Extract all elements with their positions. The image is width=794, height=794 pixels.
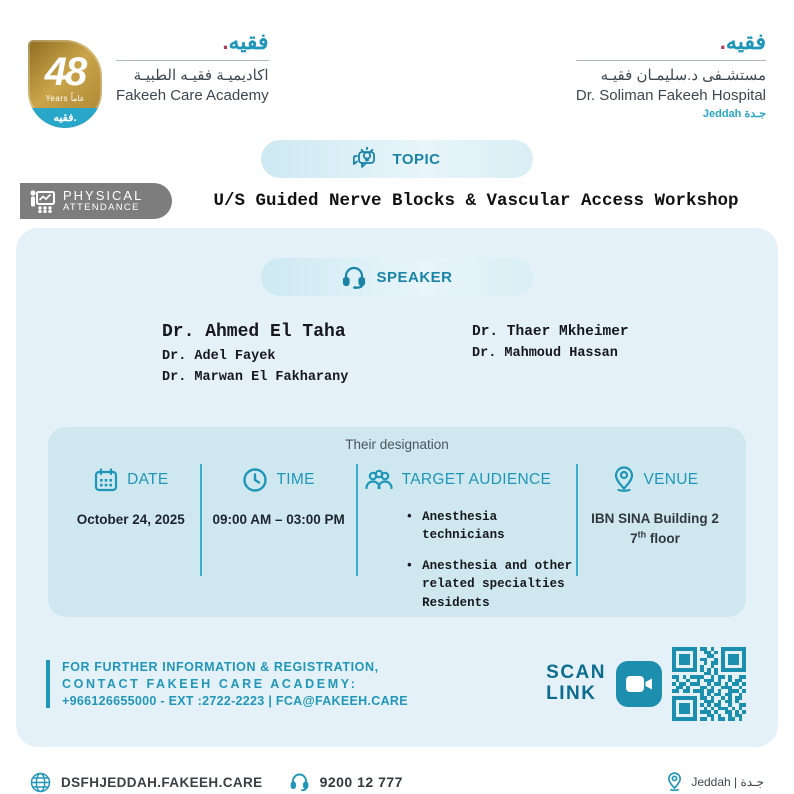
venue-value	[578, 510, 732, 548]
bullet-dot: •	[405, 559, 414, 574]
anniversary-badge	[28, 40, 102, 128]
audience-column	[358, 460, 576, 625]
headset-icon	[341, 265, 367, 289]
attendance-line2: ATTENDANCE	[63, 201, 140, 213]
logo-divider	[576, 60, 766, 61]
speaker-banner-row	[16, 258, 778, 296]
topic-banner	[261, 140, 533, 178]
audience-header	[358, 460, 576, 500]
speaker-name: Dr. Marwan El Fakharany	[162, 370, 349, 385]
presenter-icon	[28, 188, 56, 214]
website-item	[30, 772, 263, 793]
title-row	[0, 182, 794, 220]
speaker-column-left	[162, 322, 472, 391]
clock-icon	[242, 467, 268, 493]
time-value: 09:00 AM – 03:00 PM	[212, 512, 345, 527]
date-header	[62, 460, 200, 500]
attendance-label	[63, 189, 143, 213]
website-text: DSFHJEDDAH.FAKEEH.CARE	[61, 774, 263, 790]
workshop-title: U/S Guided Nerve Blocks & Vascular Access Workshop	[213, 191, 739, 211]
video-camera-icon	[616, 661, 662, 707]
topic-banner-label: TOPIC	[392, 150, 441, 168]
topic-chat-bulb-icon	[353, 146, 383, 172]
audience-label: TARGET AUDIENCE	[401, 471, 552, 488]
location-text: Jeddah | جـدة	[691, 775, 764, 789]
phone-item	[289, 772, 403, 792]
speaker-banner-label: SPEAKER	[376, 268, 453, 286]
venue-header	[578, 460, 732, 500]
scan-link-group	[546, 647, 746, 721]
hospital-name-arabic: مستشـفى د.سليمـان فقيـه	[600, 67, 766, 85]
content-panel	[16, 228, 778, 747]
venue-label: VENUE	[643, 471, 699, 488]
physical-attendance-badge	[20, 183, 172, 219]
speaker-name-primary: Dr. Ahmed El Taha	[162, 322, 346, 342]
speaker-banner	[261, 258, 533, 296]
designation-heading: Their designation	[345, 437, 449, 452]
contact-line3: +966126655000 - EXT :2722-2223 | FCA@FAKEEH.CARE	[62, 694, 408, 708]
brand-right	[576, 30, 766, 120]
footer-location-pin-icon	[666, 771, 683, 793]
venue-floor: 7th floor	[630, 529, 680, 546]
anniversary-number: 48	[44, 50, 86, 94]
phone-number: 9200 12 777	[319, 774, 403, 790]
attendance-line1: PHYSICAL	[63, 188, 144, 204]
location-item	[666, 771, 764, 793]
contact-line1: FOR FURTHER INFORMATION & REGISTRATION,	[62, 660, 379, 674]
time-column	[202, 460, 356, 625]
anniversary-brand-band: فقيه.	[28, 108, 102, 128]
hospital-city: Jeddah جـدة	[702, 108, 766, 121]
date-column	[62, 460, 200, 625]
hospital-name-english: Dr. Soliman Fakeeh Hospital	[575, 87, 766, 105]
anniversary-years-label: Years عاماً	[45, 94, 85, 103]
time-label: TIME	[276, 471, 315, 488]
speaker-name: Dr. Adel Fayek	[162, 349, 276, 364]
venue-line1: IBN SINA Building 2	[591, 511, 719, 526]
academy-wordmark: فقيه.	[222, 29, 269, 54]
link-word: LINK	[546, 683, 597, 704]
qr-code	[672, 647, 746, 721]
contact-info	[46, 660, 408, 708]
hospital-wordmark: فقيه.	[719, 29, 766, 54]
scan-word: SCAN	[546, 662, 606, 684]
designation-grid	[48, 452, 746, 625]
logo-divider	[116, 60, 269, 61]
scan-link-label	[546, 663, 606, 705]
wordmark-dot: .	[719, 29, 726, 54]
academy-logo	[116, 30, 269, 104]
speaker-name: Dr. Thaer Mkheimer	[472, 324, 629, 340]
bullet-dot: •	[405, 510, 414, 524]
designation-panel	[48, 427, 746, 617]
contact-line2: CONTACT FAKEEH CARE ACADEMY:	[62, 677, 358, 691]
calendar-icon	[93, 467, 119, 493]
date-value: October 24, 2025	[76, 512, 185, 527]
globe-icon	[30, 772, 51, 793]
topic-banner-row	[0, 140, 794, 178]
speaker-name: Dr. Mahmoud Hassan	[472, 346, 618, 361]
hospital-logo	[576, 30, 766, 120]
location-pin-icon	[612, 465, 636, 495]
time-header	[202, 460, 356, 500]
speaker-list	[16, 296, 778, 391]
support-headset-icon	[289, 772, 310, 792]
academy-name-english: Fakeeh Care Academy	[116, 87, 269, 105]
audience-item: • Anesthesia and other related specialties Residents	[406, 557, 576, 611]
people-icon	[364, 469, 394, 491]
wordmark-dot: .	[222, 29, 229, 54]
header	[0, 0, 794, 128]
audience-list	[358, 508, 576, 625]
venue-column	[578, 460, 732, 625]
academy-name-arabic: اكاديميـة فقيـه الطبيـة	[133, 67, 269, 85]
speaker-column-right	[472, 322, 629, 391]
brand-left	[28, 30, 269, 128]
footer	[0, 771, 794, 793]
audience-item: • Anesthesia technicians	[406, 508, 576, 544]
bottom-row	[16, 617, 778, 721]
date-label: DATE	[127, 471, 169, 488]
